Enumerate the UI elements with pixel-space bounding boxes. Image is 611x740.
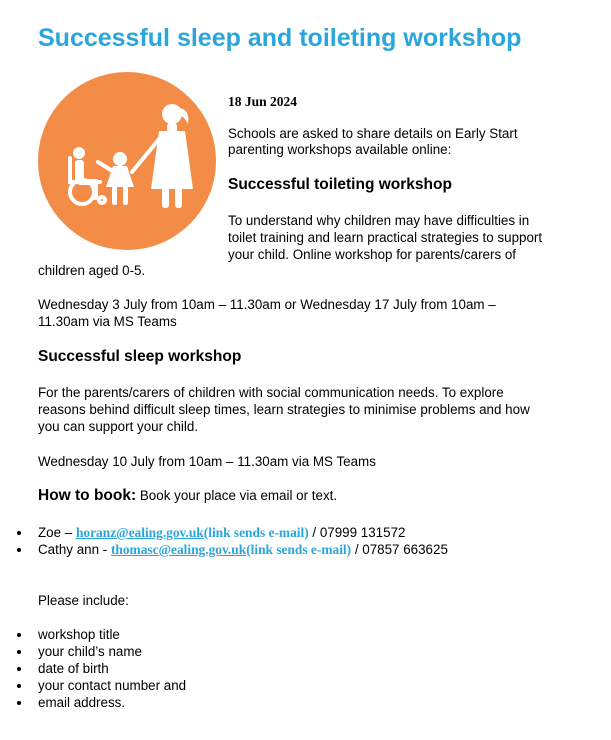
list-item: workshop title [0, 626, 186, 643]
contact-item [0, 524, 448, 541]
toileting-dates-line-1: Wednesday 3 July from 10am – 11.30am or Wednesday 17 July from 10am – [38, 297, 496, 312]
how-to-book-text: Book your place via email or text. [136, 488, 338, 503]
sleep-desc-line-3: you can support your child. [38, 419, 199, 434]
toileting-desc-line-2: toilet training and learn practical strategies to support [228, 230, 543, 245]
contact-name: Zoe – [38, 525, 76, 540]
publish-date: 18 Jun 2024 [228, 94, 298, 109]
contact-email-link[interactable]: horanz@ealing.gov.uk [75, 525, 204, 540]
toileting-desc-line-3: your child. Online workshop for parents/carers of [228, 247, 517, 262]
link-note: (link sends e-mail) [203, 525, 309, 540]
toileting-desc-line-4: children aged 0-5. [38, 263, 146, 278]
contact-phone: / 07857 663625 [351, 542, 448, 557]
sleep-desc-line-1: For the parents/carers of children with social communication needs. To explore [38, 385, 504, 400]
toileting-dates-line-2: 11.30am via MS Teams [38, 314, 177, 329]
sleep-dates: Wednesday 10 July from 10am – 11.30am via MS Teams [38, 454, 376, 469]
list-item: date of birth [0, 660, 186, 677]
contact-item [0, 541, 448, 558]
include-label: Please include: [38, 593, 129, 608]
list-item: email address. [0, 694, 186, 711]
contact-name: Cathy ann - [38, 542, 111, 557]
logo-circle [38, 72, 216, 250]
parent-and-children-icon [38, 72, 216, 250]
page-title: Successful sleep and toileting workshop [38, 24, 522, 52]
list-item: your contact number and [0, 677, 186, 694]
how-to-book-label: How to book: [38, 487, 137, 504]
sleep-desc-line-2: reasons behind difficult sleep times, learn strategies to minimise problems and how [38, 402, 530, 417]
intro-line-1: Schools are asked to share details on Early Start [228, 126, 518, 141]
contact-list [0, 524, 448, 558]
sleep-heading: Successful sleep workshop [38, 348, 242, 365]
contact-phone: / 07999 131572 [308, 525, 406, 540]
how-to-book [38, 487, 337, 504]
contact-email-link[interactable]: thomasc@ealing.gov.uk [110, 542, 247, 557]
intro-line-2: parenting workshops available online: [228, 142, 452, 157]
list-item: your child’s name [0, 643, 186, 660]
link-note: (link sends e-mail) [246, 542, 352, 557]
toileting-heading: Successful toileting workshop [228, 176, 452, 193]
toileting-desc-line-1: To understand why children may have difficulties in [228, 213, 530, 228]
include-list [0, 626, 186, 711]
